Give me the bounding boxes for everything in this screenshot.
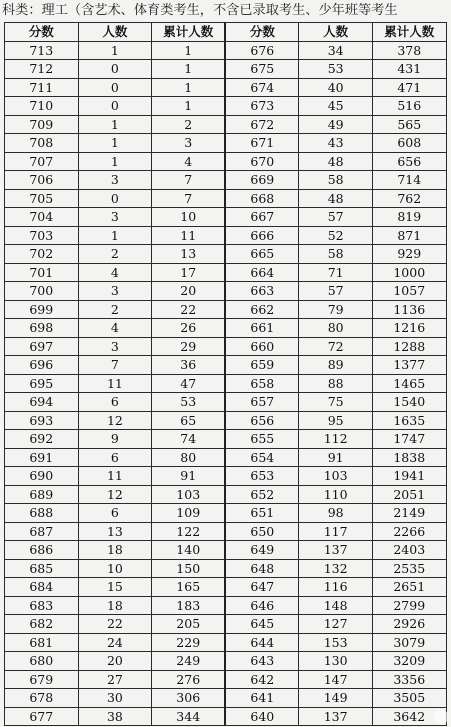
cell-score-left: 706 <box>5 171 79 190</box>
table-row <box>5 134 447 153</box>
cell-cumulative-right: 3209 <box>372 652 446 671</box>
cell-count-right: 91 <box>299 448 373 467</box>
cell-count-right: 72 <box>299 337 373 356</box>
cell-cumulative-right: 714 <box>372 171 446 190</box>
cell-count-right: 71 <box>299 263 373 282</box>
table-row <box>5 245 447 264</box>
table-row <box>5 504 447 523</box>
cell-count-left: 3 <box>78 337 152 356</box>
cell-cumulative-right: 1288 <box>372 337 446 356</box>
cell-count-right: 45 <box>299 97 373 116</box>
cell-cumulative-left: 1 <box>152 78 226 97</box>
cell-cumulative-right: 762 <box>372 189 446 208</box>
cell-score-right: 665 <box>225 245 299 264</box>
cell-count-left: 20 <box>78 652 152 671</box>
cell-cumulative-right: 2926 <box>372 615 446 634</box>
cell-score-right: 672 <box>225 115 299 134</box>
cell-count-right: 127 <box>299 615 373 634</box>
cell-count-left: 7 <box>78 356 152 375</box>
cell-cumulative-left: 74 <box>152 430 226 449</box>
cell-count-left: 11 <box>78 374 152 393</box>
cell-count-left: 2 <box>78 245 152 264</box>
table-row <box>5 430 447 449</box>
cell-score-left: 683 <box>5 596 79 615</box>
cell-score-right: 656 <box>225 411 299 430</box>
cell-cumulative-left: 17 <box>152 263 226 282</box>
cell-count-left: 3 <box>78 171 152 190</box>
cell-score-left: 687 <box>5 522 79 541</box>
cell-score-left: 691 <box>5 448 79 467</box>
cell-score-right: 655 <box>225 430 299 449</box>
cell-score-left: 703 <box>5 226 79 245</box>
cell-count-left: 0 <box>78 189 152 208</box>
cell-score-right: 652 <box>225 485 299 504</box>
cell-score-right: 667 <box>225 208 299 227</box>
cell-cumulative-left: 183 <box>152 596 226 615</box>
cell-cumulative-left: 26 <box>152 319 226 338</box>
cell-cumulative-left: 22 <box>152 300 226 319</box>
cell-score-left: 681 <box>5 633 79 652</box>
cell-score-right: 670 <box>225 152 299 171</box>
cell-cumulative-left: 91 <box>152 467 226 486</box>
cell-cumulative-right: 1540 <box>372 393 446 412</box>
cell-count-right: 80 <box>299 319 373 338</box>
cell-count-left: 4 <box>78 319 152 338</box>
cell-score-right: 660 <box>225 337 299 356</box>
header-count-left: 人数 <box>78 23 152 42</box>
table-row <box>5 208 447 227</box>
cell-score-right: 668 <box>225 189 299 208</box>
table-row <box>5 707 447 726</box>
cell-count-right: 116 <box>299 578 373 597</box>
cell-score-right: 675 <box>225 60 299 79</box>
cell-score-right: 642 <box>225 670 299 689</box>
cell-score-left: 701 <box>5 263 79 282</box>
cell-count-right: 130 <box>299 652 373 671</box>
cell-score-left: 686 <box>5 541 79 560</box>
cell-score-left: 695 <box>5 374 79 393</box>
cell-count-left: 3 <box>78 208 152 227</box>
cell-score-right: 640 <box>225 707 299 726</box>
cell-cumulative-left: 1 <box>152 41 226 60</box>
watermark-icon <box>433 710 449 724</box>
cell-count-right: 89 <box>299 356 373 375</box>
cell-cumulative-right: 3642 <box>372 707 446 726</box>
cell-score-right: 658 <box>225 374 299 393</box>
cell-score-left: 711 <box>5 78 79 97</box>
cell-score-right: 641 <box>225 689 299 708</box>
cell-count-left: 15 <box>78 578 152 597</box>
table-row <box>5 319 447 338</box>
cell-score-left: 685 <box>5 559 79 578</box>
cell-score-right: 651 <box>225 504 299 523</box>
table-row <box>5 633 447 652</box>
cell-count-right: 149 <box>299 689 373 708</box>
table-row <box>5 393 447 412</box>
cell-count-right: 103 <box>299 467 373 486</box>
table-row <box>5 282 447 301</box>
table-row <box>5 115 447 134</box>
cell-cumulative-left: 1 <box>152 97 226 116</box>
cell-cumulative-left: 3 <box>152 134 226 153</box>
header-cumulative-left: 累计人数 <box>152 23 226 42</box>
cell-count-right: 132 <box>299 559 373 578</box>
cell-cumulative-right: 471 <box>372 78 446 97</box>
cell-score-left: 700 <box>5 282 79 301</box>
cell-cumulative-left: 2 <box>152 115 226 134</box>
cell-count-left: 1 <box>78 134 152 153</box>
cell-score-left: 710 <box>5 97 79 116</box>
cell-cumulative-left: 80 <box>152 448 226 467</box>
cell-score-right: 676 <box>225 41 299 60</box>
cell-count-right: 153 <box>299 633 373 652</box>
cell-count-left: 0 <box>78 60 152 79</box>
table-row <box>5 411 447 430</box>
cell-count-right: 48 <box>299 189 373 208</box>
cell-score-left: 713 <box>5 41 79 60</box>
table-row <box>5 689 447 708</box>
cell-score-left: 712 <box>5 60 79 79</box>
cell-count-left: 3 <box>78 282 152 301</box>
cell-count-right: 40 <box>299 78 373 97</box>
cell-cumulative-left: 205 <box>152 615 226 634</box>
cell-cumulative-right: 608 <box>372 134 446 153</box>
header-cumulative-right: 累计人数 <box>372 23 446 42</box>
table-row <box>5 596 447 615</box>
cell-cumulative-right: 565 <box>372 115 446 134</box>
cell-score-right: 657 <box>225 393 299 412</box>
header-score-right: 分数 <box>225 23 299 42</box>
cell-count-left: 10 <box>78 559 152 578</box>
cell-cumulative-right: 3356 <box>372 670 446 689</box>
table-row <box>5 541 447 560</box>
table-row <box>5 670 447 689</box>
cell-cumulative-right: 1136 <box>372 300 446 319</box>
cell-score-left: 684 <box>5 578 79 597</box>
cell-score-left: 705 <box>5 189 79 208</box>
cell-score-right: 649 <box>225 541 299 560</box>
cell-cumulative-right: 1057 <box>372 282 446 301</box>
cell-cumulative-right: 2149 <box>372 504 446 523</box>
cell-score-right: 644 <box>225 633 299 652</box>
cell-count-left: 2 <box>78 300 152 319</box>
cell-score-right: 661 <box>225 319 299 338</box>
cell-cumulative-right: 1941 <box>372 467 446 486</box>
cell-score-right: 673 <box>225 97 299 116</box>
cell-count-left: 11 <box>78 467 152 486</box>
cell-cumulative-right: 929 <box>372 245 446 264</box>
cell-score-right: 674 <box>225 78 299 97</box>
cell-cumulative-right: 1838 <box>372 448 446 467</box>
cell-count-left: 1 <box>78 152 152 171</box>
cell-cumulative-right: 1635 <box>372 411 446 430</box>
cell-score-left: 698 <box>5 319 79 338</box>
cell-cumulative-left: 165 <box>152 578 226 597</box>
score-distribution-table <box>4 22 447 726</box>
cell-score-right: 659 <box>225 356 299 375</box>
cell-count-right: 57 <box>299 282 373 301</box>
cell-count-left: 12 <box>78 485 152 504</box>
cell-score-left: 678 <box>5 689 79 708</box>
cell-count-left: 1 <box>78 115 152 134</box>
cell-score-right: 671 <box>225 134 299 153</box>
cell-cumulative-right: 1377 <box>372 356 446 375</box>
cell-score-right: 646 <box>225 596 299 615</box>
cell-count-right: 110 <box>299 485 373 504</box>
cell-cumulative-left: 276 <box>152 670 226 689</box>
cell-count-left: 18 <box>78 541 152 560</box>
cell-cumulative-left: 344 <box>152 707 226 726</box>
cell-score-right: 664 <box>225 263 299 282</box>
cell-score-left: 699 <box>5 300 79 319</box>
cell-score-left: 694 <box>5 393 79 412</box>
cell-count-right: 52 <box>299 226 373 245</box>
cell-cumulative-right: 378 <box>372 41 446 60</box>
cell-score-left: 677 <box>5 707 79 726</box>
cell-score-right: 650 <box>225 522 299 541</box>
cell-cumulative-left: 140 <box>152 541 226 560</box>
cell-count-left: 4 <box>78 263 152 282</box>
cell-cumulative-left: 53 <box>152 393 226 412</box>
cell-count-left: 12 <box>78 411 152 430</box>
cell-score-left: 693 <box>5 411 79 430</box>
cell-count-left: 6 <box>78 448 152 467</box>
cell-cumulative-left: 11 <box>152 226 226 245</box>
table-row <box>5 226 447 245</box>
cell-count-left: 0 <box>78 97 152 116</box>
cell-cumulative-left: 7 <box>152 189 226 208</box>
table-row <box>5 78 447 97</box>
cell-score-left: 690 <box>5 467 79 486</box>
cell-score-right: 663 <box>225 282 299 301</box>
cell-score-left: 692 <box>5 430 79 449</box>
subject-caption: 科类：理工（含艺术、体育类考生，不含已录取考生、少年班等考生 <box>2 3 398 18</box>
cell-count-right: 95 <box>299 411 373 430</box>
cell-cumulative-left: 229 <box>152 633 226 652</box>
cell-count-right: 34 <box>299 41 373 60</box>
cell-score-right: 654 <box>225 448 299 467</box>
cell-cumulative-right: 3079 <box>372 633 446 652</box>
header-row <box>5 23 447 42</box>
cell-cumulative-right: 2535 <box>372 559 446 578</box>
cell-count-right: 53 <box>299 60 373 79</box>
cell-count-left: 18 <box>78 596 152 615</box>
cell-count-left: 13 <box>78 522 152 541</box>
cell-cumulative-left: 20 <box>152 282 226 301</box>
cell-cumulative-left: 249 <box>152 652 226 671</box>
cell-cumulative-left: 65 <box>152 411 226 430</box>
cell-count-right: 79 <box>299 300 373 319</box>
cell-cumulative-right: 516 <box>372 97 446 116</box>
cell-count-right: 137 <box>299 707 373 726</box>
table-row <box>5 578 447 597</box>
cell-count-right: 49 <box>299 115 373 134</box>
cell-count-left: 22 <box>78 615 152 634</box>
cell-score-left: 702 <box>5 245 79 264</box>
cell-cumulative-right: 819 <box>372 208 446 227</box>
cell-count-left: 27 <box>78 670 152 689</box>
cell-cumulative-left: 109 <box>152 504 226 523</box>
cell-count-left: 24 <box>78 633 152 652</box>
cell-cumulative-right: 656 <box>372 152 446 171</box>
cell-cumulative-right: 1000 <box>372 263 446 282</box>
cell-count-left: 30 <box>78 689 152 708</box>
cell-count-left: 6 <box>78 504 152 523</box>
cell-score-left: 704 <box>5 208 79 227</box>
table-row <box>5 300 447 319</box>
cell-count-left: 6 <box>78 393 152 412</box>
cell-count-right: 48 <box>299 152 373 171</box>
cell-score-right: 645 <box>225 615 299 634</box>
cell-count-right: 88 <box>299 374 373 393</box>
cell-score-right: 669 <box>225 171 299 190</box>
cell-cumulative-right: 431 <box>372 60 446 79</box>
cell-count-right: 58 <box>299 171 373 190</box>
cell-count-left: 1 <box>78 41 152 60</box>
table-row <box>5 652 447 671</box>
cell-cumulative-right: 2403 <box>372 541 446 560</box>
cell-count-left: 0 <box>78 78 152 97</box>
cell-cumulative-left: 122 <box>152 522 226 541</box>
cell-cumulative-left: 7 <box>152 171 226 190</box>
cell-cumulative-left: 150 <box>152 559 226 578</box>
cell-score-left: 682 <box>5 615 79 634</box>
cell-score-left: 689 <box>5 485 79 504</box>
table-row <box>5 152 447 171</box>
table-row <box>5 356 447 375</box>
cell-cumulative-left: 47 <box>152 374 226 393</box>
cell-cumulative-right: 2051 <box>372 485 446 504</box>
cell-count-left: 38 <box>78 707 152 726</box>
cell-cumulative-left: 29 <box>152 337 226 356</box>
table-row <box>5 97 447 116</box>
cell-count-right: 98 <box>299 504 373 523</box>
table-row <box>5 263 447 282</box>
cell-cumulative-right: 1216 <box>372 319 446 338</box>
cell-count-right: 148 <box>299 596 373 615</box>
cell-score-right: 648 <box>225 559 299 578</box>
cell-score-left: 697 <box>5 337 79 356</box>
cell-cumulative-right: 871 <box>372 226 446 245</box>
cell-count-right: 117 <box>299 522 373 541</box>
table-row <box>5 41 447 60</box>
cell-count-left: 9 <box>78 430 152 449</box>
cell-count-right: 57 <box>299 208 373 227</box>
cell-cumulative-left: 36 <box>152 356 226 375</box>
cell-score-left: 709 <box>5 115 79 134</box>
cell-cumulative-left: 10 <box>152 208 226 227</box>
table-row <box>5 615 447 634</box>
cell-score-right: 662 <box>225 300 299 319</box>
table-row <box>5 485 447 504</box>
cell-count-right: 137 <box>299 541 373 560</box>
cell-score-left: 707 <box>5 152 79 171</box>
cell-score-left: 688 <box>5 504 79 523</box>
cell-count-right: 112 <box>299 430 373 449</box>
cell-cumulative-left: 4 <box>152 152 226 171</box>
cell-cumulative-left: 103 <box>152 485 226 504</box>
cell-count-right: 75 <box>299 393 373 412</box>
cell-score-right: 647 <box>225 578 299 597</box>
cell-cumulative-right: 2651 <box>372 578 446 597</box>
header-count-right: 人数 <box>299 23 373 42</box>
table-row <box>5 374 447 393</box>
cell-score-right: 653 <box>225 467 299 486</box>
table-row <box>5 189 447 208</box>
table-row <box>5 522 447 541</box>
table-row <box>5 448 447 467</box>
cell-cumulative-right: 1747 <box>372 430 446 449</box>
cell-cumulative-left: 1 <box>152 60 226 79</box>
cell-cumulative-left: 13 <box>152 245 226 264</box>
cell-score-left: 696 <box>5 356 79 375</box>
cell-cumulative-right: 1465 <box>372 374 446 393</box>
cell-score-left: 680 <box>5 652 79 671</box>
cell-count-right: 43 <box>299 134 373 153</box>
cell-score-right: 643 <box>225 652 299 671</box>
cell-score-left: 679 <box>5 670 79 689</box>
table-row <box>5 559 447 578</box>
table-row <box>5 467 447 486</box>
table-row <box>5 337 447 356</box>
cell-cumulative-right: 2799 <box>372 596 446 615</box>
cell-cumulative-right: 2266 <box>372 522 446 541</box>
cell-score-right: 666 <box>225 226 299 245</box>
cell-cumulative-left: 306 <box>152 689 226 708</box>
cell-score-left: 708 <box>5 134 79 153</box>
cell-count-right: 58 <box>299 245 373 264</box>
table-row <box>5 171 447 190</box>
table-row <box>5 60 447 79</box>
table-body <box>5 41 447 726</box>
cell-count-right: 147 <box>299 670 373 689</box>
cell-count-left: 1 <box>78 226 152 245</box>
header-score-left: 分数 <box>5 23 79 42</box>
cell-cumulative-right: 3505 <box>372 689 446 708</box>
